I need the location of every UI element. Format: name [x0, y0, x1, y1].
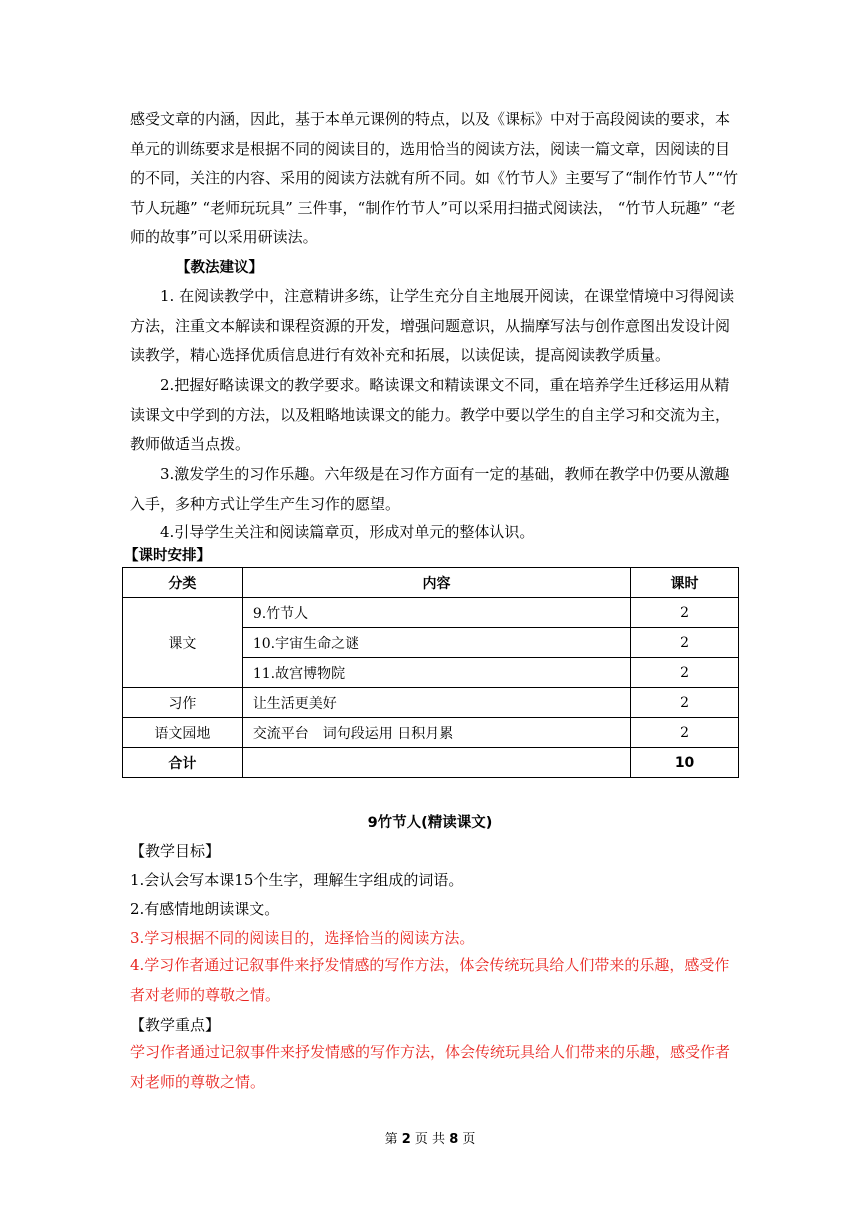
goal-item-2: 2.有感情地朗读课文。: [130, 900, 280, 918]
total-page-number: 8: [449, 1132, 459, 1147]
hours-cell: 2: [631, 598, 739, 628]
goals-heading: 【教学目标】: [130, 842, 221, 860]
column-header: 分类: [123, 568, 243, 598]
footer-suffix: 页: [462, 1132, 476, 1147]
content-cell: 9.竹节人: [242, 598, 630, 628]
lesson-title: 9竹节人(精读课文): [367, 815, 493, 831]
current-page-number: 2: [401, 1132, 411, 1147]
hours-cell: 2: [631, 658, 739, 688]
total-hours-cell: 10: [631, 748, 739, 778]
content-cell: 交流平台 词句段运用 日积月累: [242, 718, 630, 748]
teaching-advice-heading: 【教法建议】: [176, 260, 263, 276]
key-point: 学习作者通过记叙事件来抒发情感的写作方法，体会传统玩具给人们带来的乐趣，感受作者对老师的尊敬之情。: [130, 1043, 731, 1091]
page-footer: [0, 1128, 860, 1147]
schedule-heading: 【课时安排】: [124, 548, 211, 564]
advice-item-4: 4.引导学生关注和阅读篇章页，形成对单元的整体认识。: [160, 523, 535, 541]
goal-item-3: 3.学习根据不同的阅读目的，选择恰当的阅读方法。: [130, 929, 475, 947]
goal-item-1: 1.会认会写本课15个生字，理解生字组成的词语。: [130, 871, 464, 889]
column-header: 内容: [242, 568, 630, 598]
content-cell: 让生活更美好: [242, 688, 630, 718]
table-row: [123, 718, 739, 748]
table-total-row: [123, 748, 739, 778]
total-label-cell: 合计: [123, 748, 243, 778]
hours-cell: 2: [631, 718, 739, 748]
content-cell: 10.宇宙生命之谜: [242, 628, 630, 658]
intro-paragraph: 感受文章的内涵，因此，基于本单元课例的特点，以及《课标》中对于高段阅读的要求，本单元的训练要求是根据不同的阅读目的，选用恰当的阅读方法，阅读一篇文章，因阅读的目的不同，关注的内容、采用的阅读方法就有所不同。如《竹节人》主要写了“制作竹节人”“竹节人玩趣” “老师玩玩具” 三件事，“制作竹节人”可以采用扫描式阅读法， “竹节人玩趣” “老师的故事”可以采用研读法。: [130, 110, 739, 246]
schedule-table: [122, 567, 739, 778]
content-cell: 11.故宫博物院: [242, 658, 630, 688]
advice-item-1: 1. 在阅读教学中，注意精讲多练，让学生充分自主地展开阅读，在课堂情境中习得阅读方法，注重文本解读和课程资源的开发，增强问题意识，从揣摩写法与创作意图出发设计阅读教学，精心选择优质信息进行有效补充和拓展，以读促读，提高阅读教学质量。: [130, 287, 735, 364]
hours-cell: 2: [631, 688, 739, 718]
key-heading: 【教学重点】: [130, 1016, 221, 1034]
goal-item-4: 4.学习作者通过记叙事件来抒发情感的写作方法，体会传统玩具给人们带来的乐趣，感受作者对老师的尊敬之情。: [130, 956, 730, 1004]
table-row: [123, 598, 739, 628]
footer-mid: 页 共: [414, 1132, 446, 1147]
table-row: [123, 688, 739, 718]
table-header-row: [123, 568, 739, 598]
advice-item-3: 3.激发学生的习作乐趣。六年级是在习作方面有一定的基础，教师在教学中仍要从激趣入手，多种方式让学生产生习作的愿望。: [130, 465, 730, 513]
hours-cell: 2: [631, 628, 739, 658]
advice-item-2: 2.把握好略读课文的教学要求。略读课文和精读课文不同，重在培养学生迁移运用从精读课文中学到的方法，以及粗略地读课文的能力。教学中要以学生的自主学习和交流为主，教师做适当点拨。: [130, 376, 731, 453]
footer-prefix: 第: [384, 1132, 398, 1147]
column-header: 课时: [631, 568, 739, 598]
category-cell: 课文: [123, 598, 243, 688]
category-cell: 语文园地: [123, 718, 243, 748]
category-cell: 习作: [123, 688, 243, 718]
total-content-cell: [242, 748, 630, 778]
